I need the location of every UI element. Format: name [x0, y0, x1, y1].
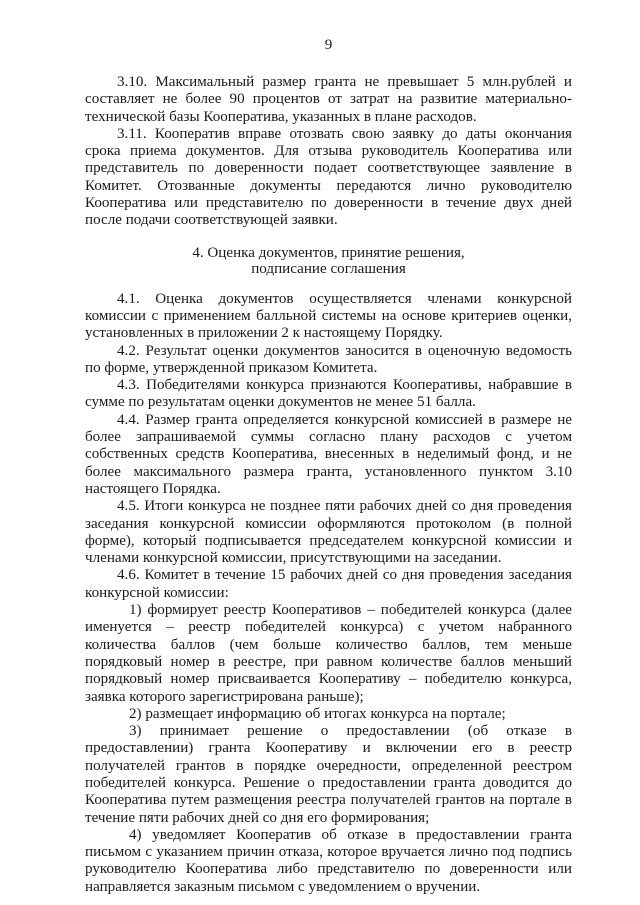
list-item-4: 4) уведомляет Кооператив об отказе в предоставлении гранта письмом с указанием причин отказа, которое вручается лично под подпись руководителю Кооператива либо представителю по доверенности или направляется заказным письмом с уведомлением о вручении.	[85, 826, 572, 895]
paragraph-4-2: 4.2. Результат оценки документов заносится в оценочную ведомость по форме, утвержденной приказом Комитета.	[85, 342, 572, 376]
page-number: 9	[324, 37, 333, 53]
section-heading-line-1: 4. Оценка документов, принятие решения,	[192, 244, 465, 261]
paragraph-4-3: 4.3. Победителями конкурса признаются Кооперативы, набравшие в сумме по результатам оценки документов не менее 51 балла.	[85, 377, 572, 411]
paragraph-3-11: 3.11. Кооператив вправе отозвать свою заявку до даты окончания срока приема документов. Для отзыва руководитель Кооператива или представитель по доверенности подает соответствующее заявление в Комитет. Отозванные документы передаются лично руководителю Кооператива или представителю по доверенности в течение двух дней после подачи соответствующей заявки.	[85, 125, 572, 229]
section-heading-line-2: подписание соглашения	[251, 260, 406, 277]
paragraph-4-1: 4.1. Оценка документов осуществляется членами конкурсной комиссии с применением балльной системы на основе критериев оценки, установленных в приложении 2 к настоящему Порядку.	[85, 290, 572, 342]
paragraph-4-5: 4.5. Итоги конкурса не позднее пяти рабочих дней со дня проведения заседания конкурсной комиссии оформляются протоколом (в полной форме), который подписывается председателем конкурсной комиссии и членами конкурсной комиссии, присутствующими на заседании.	[85, 498, 572, 567]
list-item-2: 2) размещает информацию об итогах конкурса на портале;	[129, 705, 506, 722]
list-item-3: 3) принимает решение о предоставлении (об отказе в предоставлении) гранта Кооперативу и включении его в реестр получателей грантов в порядке очередности, определенной реестром победителей конкурса. Решение о предоставлении гранта доводится до Кооператива путем размещения реестра получателей грантов на портале в течение пяти рабочих дней со дня его формирования;	[85, 723, 572, 826]
paragraph-4-4: 4.4. Размер гранта определяется конкурсной комиссией в размере не более запрашиваемой суммы согласно плану расходов с учетом собственных средств Кооператива, внесенных в неделимый фонд, и не более максимального размера гранта, установленного пунктом 3.10 настоящего Порядка.	[85, 411, 572, 497]
section-4-heading	[85, 245, 572, 277]
list-item-1: 1) формирует реестр Кооперативов – победителей конкурса (далее именуется – реестр победителей конкурса) с учетом набранного количества баллов (чем больше количество баллов, тем меньше порядковый номер в реестре, при равном количестве баллов меньший порядковый номер присваивается Кооперативу – победителю конкурса, заявка которого зарегистрирована раньше);	[85, 602, 572, 705]
paragraph-3-10: 3.10. Максимальный размер гранта не превышает 5 млн.рублей и составляет не более 90 процентов от затрат на развитие материально-технической базы Кооператива, указанных в плане расходов.	[85, 74, 572, 125]
paragraph-4-6: 4.6. Комитет в течение 15 рабочих дней со дня проведения заседания конкурсной комиссии:	[85, 567, 572, 601]
